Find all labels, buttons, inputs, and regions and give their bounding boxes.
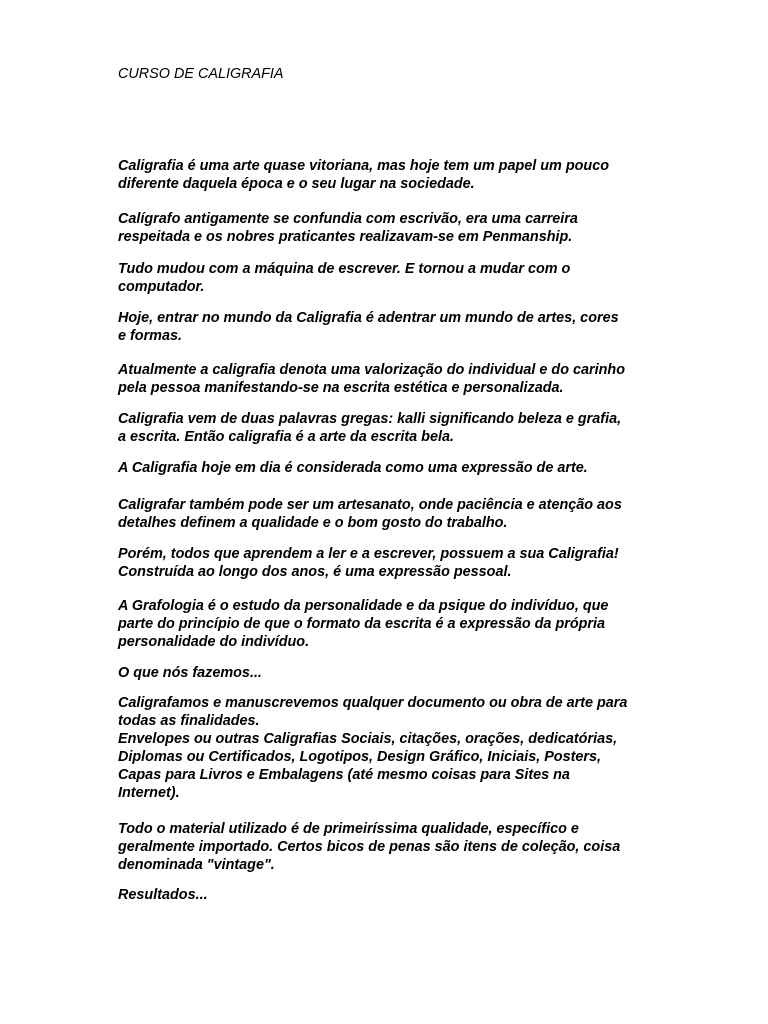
paragraph-13: Todo o material utilizado é de primeiríssima qualidade, específico e geralmente importado. Certos bicos de penas são itens de coleção, coisa denominada "vintage". xyxy=(118,821,621,873)
paragraph-2: Calígrafo antigamente se confundia com escrivão, era uma carreira respeitada e os nobres praticantes realizavam-se em Penmanship. xyxy=(118,211,578,245)
paragraph-8: Caligrafar também pode ser um artesanato, onde paciência e atenção aos detalhes definem a qualidade e o bom gosto do trabalho. xyxy=(118,497,622,531)
paragraph-4: Hoje, entrar no mundo da Caligrafia é adentrar um mundo de artes, cores e formas. xyxy=(118,310,619,344)
paragraph-1: Caligrafia é uma arte quase vitoriana, mas hoje tem um papel um pouco diferente daquela época e o seu lugar na sociedade. xyxy=(118,158,610,192)
paragraph-10: A Grafologia é o estudo da personalidade e da psique do indivíduo, que parte do princípio de que o formato da escrita é a expressão da própria personalidade do indivíduo. xyxy=(118,598,609,650)
document-title: CURSO DE CALIGRAFIA xyxy=(118,66,284,82)
paragraph-6: Caligrafia vem de duas palavras gregas: kalli significando beleza e grafia, a escrita. Então caligrafia é a arte da escrita bela. xyxy=(118,411,622,445)
paragraph-11: O que nós fazemos... xyxy=(118,665,262,681)
paragraph-3: Tudo mudou com a máquina de escrever. E tornou a mudar com o computador. xyxy=(118,261,571,295)
paragraph-7: A Caligrafia hoje em dia é considerada como uma expressão de arte. xyxy=(118,460,588,476)
paragraph-5: Atualmente a caligrafia denota uma valorização do individual e do carinho pela pessoa manifestando-se na escrita estética e personalizada. xyxy=(118,362,625,396)
paragraph-14: Resultados... xyxy=(118,887,208,903)
paragraph-9: Porém, todos que aprendem a ler e a escrever, possuem a sua Caligrafia! Construída ao longo dos anos, é uma expressão pessoal. xyxy=(118,546,619,580)
paragraph-12: Caligrafamos e manuscrevemos qualquer documento ou obra de arte para todas as finalidades. Envelopes ou outras Caligrafias Sociais, citações, orações, dedicatórias, Diplomas ou Certificados, Logotipos, Design Gráfico, Iniciais, Posters, Capas para Livros e Embalagens (até mesmo coisas para Sites na Internet). xyxy=(118,695,628,801)
